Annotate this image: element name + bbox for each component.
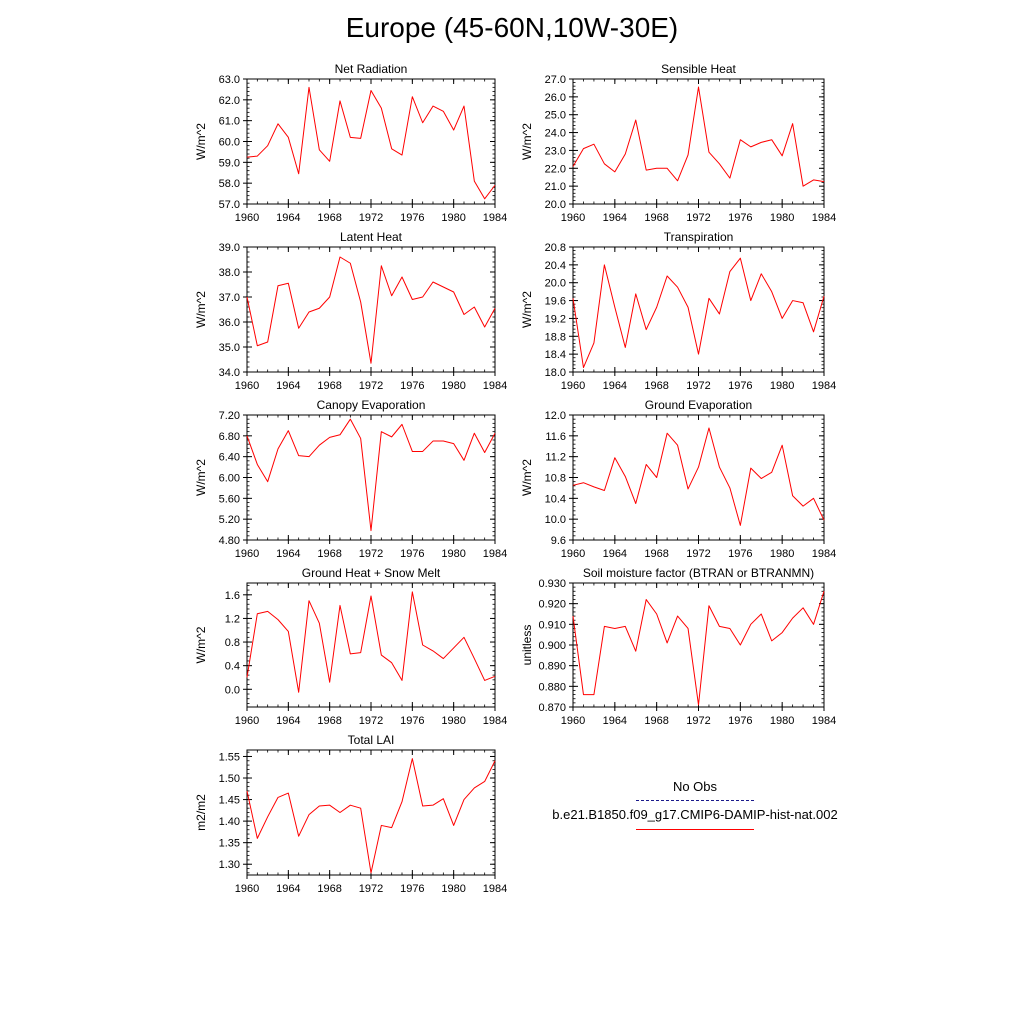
series-line <box>573 428 824 525</box>
y-tick-label: 5.20 <box>218 514 240 527</box>
y-tick-label: 22.0 <box>544 163 566 176</box>
chart-title: Latent Heat <box>339 230 403 244</box>
series-line <box>573 87 824 186</box>
x-tick-label: 1964 <box>276 380 301 392</box>
y-tick-label: 0.880 <box>538 681 566 694</box>
y-tick-label: 26.0 <box>544 91 566 104</box>
x-tick-label: 1976 <box>400 212 425 224</box>
x-tick-label: 1976 <box>728 380 753 392</box>
y-tick-label: 63.0 <box>218 74 240 86</box>
chart-panel <box>520 398 836 560</box>
legend-label-model-run: b.e21.B1850.f09_g17.CMIP6-DAMIP-hist-nat.002 <box>552 807 838 822</box>
y-axis-label: W/m^2 <box>520 291 534 328</box>
y-tick-label: 34.0 <box>218 367 240 379</box>
y-tick-label: 25.0 <box>544 109 566 122</box>
x-tick-label: 1984 <box>482 883 508 895</box>
y-tick-label: 1.35 <box>218 837 240 850</box>
y-tick-label: 12.0 <box>544 410 566 422</box>
y-tick-label: 18.8 <box>544 331 566 344</box>
y-tick-label: 1.50 <box>218 773 240 786</box>
x-tick-label: 1960 <box>560 715 586 727</box>
x-tick-label: 1960 <box>234 380 260 392</box>
plot-frame <box>247 415 495 540</box>
series-line <box>573 591 824 705</box>
x-tick-label: 1964 <box>276 212 301 224</box>
x-tick-label: 1964 <box>276 715 301 727</box>
x-tick-label: 1976 <box>400 883 425 895</box>
x-tick-label: 1964 <box>602 715 628 727</box>
chart-title: Ground Heat + Snow Melt <box>301 566 441 580</box>
legend-label-no-obs: No Obs <box>672 779 718 794</box>
y-axis-label: unitless <box>520 624 534 666</box>
x-tick-label: 1964 <box>602 548 628 560</box>
x-tick-label: 1976 <box>400 380 425 392</box>
x-tick-label: 1984 <box>482 715 508 727</box>
y-tick-label: 19.2 <box>544 313 566 326</box>
y-tick-label: 10.8 <box>544 472 566 485</box>
x-tick-label: 1960 <box>234 212 260 224</box>
y-tick-label: 0.0 <box>224 684 240 697</box>
x-tick-label: 1980 <box>441 715 466 727</box>
x-tick-label: 1960 <box>560 380 586 392</box>
y-tick-label: 1.6 <box>224 589 240 602</box>
y-tick-label: 20.4 <box>544 259 566 272</box>
x-tick-label: 1984 <box>482 380 508 392</box>
page-title: Europe (45-60N,10W-30E) <box>345 12 679 43</box>
x-tick-label: 1968 <box>644 548 669 560</box>
x-tick-label: 1968 <box>317 548 342 560</box>
plot-frame <box>247 583 495 707</box>
x-tick-label: 1972 <box>686 212 711 224</box>
y-tick-label: 18.4 <box>544 349 566 362</box>
x-tick-label: 1980 <box>441 212 466 224</box>
x-tick-label: 1976 <box>400 715 425 727</box>
x-tick-label: 1968 <box>644 212 669 224</box>
y-tick-label: 24.0 <box>544 127 566 140</box>
y-axis-label: m2/m2 <box>194 794 208 831</box>
y-tick-label: 1.2 <box>224 613 240 626</box>
y-tick-label: 7.20 <box>218 410 240 422</box>
chart-panel <box>194 566 507 727</box>
y-tick-label: 0.890 <box>538 660 566 673</box>
x-tick-label: 1980 <box>441 380 466 392</box>
y-axis-label: W/m^2 <box>194 123 208 160</box>
y-tick-label: 59.0 <box>218 157 240 170</box>
plot-frame <box>573 415 824 540</box>
y-tick-label: 10.0 <box>544 514 566 527</box>
y-axis-label: W/m^2 <box>194 459 208 496</box>
chart-panel <box>520 230 836 392</box>
plot-frame <box>247 247 495 372</box>
y-tick-label: 4.80 <box>218 535 240 547</box>
chart-title: Total LAI <box>347 733 395 747</box>
x-tick-label: 1984 <box>811 548 837 560</box>
x-tick-label: 1984 <box>811 212 837 224</box>
chart-title: Canopy Evaporation <box>316 398 426 412</box>
x-tick-label: 1964 <box>602 212 628 224</box>
legend-line-model-run <box>636 829 754 830</box>
y-tick-label: 1.45 <box>218 794 240 807</box>
y-tick-label: 11.6 <box>545 430 566 443</box>
x-tick-label: 1980 <box>769 548 795 560</box>
y-tick-label: 61.0 <box>218 115 240 128</box>
y-tick-label: 6.80 <box>218 430 240 443</box>
series-line <box>247 592 495 692</box>
plot-frame <box>573 583 824 707</box>
x-tick-label: 1972 <box>686 715 711 727</box>
y-tick-label: 20.8 <box>544 242 566 254</box>
y-tick-label: 0.8 <box>224 637 240 650</box>
x-tick-label: 1976 <box>400 548 425 560</box>
y-tick-label: 1.40 <box>218 816 240 829</box>
chart-panel <box>194 62 507 224</box>
x-tick-label: 1960 <box>234 715 260 727</box>
plot-frame <box>247 79 495 204</box>
y-tick-label: 20.0 <box>544 199 566 211</box>
x-tick-label: 1976 <box>728 548 753 560</box>
x-tick-label: 1976 <box>728 212 753 224</box>
chart-panel <box>194 230 507 392</box>
y-tick-label: 1.30 <box>218 859 240 872</box>
chart-panel <box>520 566 836 727</box>
x-tick-label: 1980 <box>769 715 795 727</box>
y-tick-label: 6.40 <box>218 451 240 464</box>
x-tick-label: 1960 <box>234 548 260 560</box>
y-tick-label: 0.870 <box>538 702 566 714</box>
x-tick-label: 1984 <box>482 212 508 224</box>
y-tick-label: 0.920 <box>538 598 566 611</box>
y-axis-label: W/m^2 <box>194 626 208 664</box>
y-tick-label: 60.0 <box>218 136 240 149</box>
y-tick-label: 5.60 <box>218 493 240 506</box>
x-tick-label: 1972 <box>358 715 384 727</box>
chart-title: Sensible Heat <box>661 62 736 76</box>
x-tick-label: 1968 <box>317 883 342 895</box>
x-tick-label: 1968 <box>317 380 342 392</box>
x-tick-label: 1960 <box>560 212 586 224</box>
y-tick-label: 62.0 <box>218 94 240 107</box>
y-tick-label: 37.0 <box>218 292 240 304</box>
x-tick-label: 1980 <box>769 380 795 392</box>
x-tick-label: 1964 <box>276 548 301 560</box>
y-tick-label: 0.910 <box>538 619 566 632</box>
x-tick-label: 1972 <box>358 212 384 224</box>
y-tick-label: 21.0 <box>544 181 566 194</box>
y-tick-label: 35.0 <box>218 342 240 354</box>
series-line <box>247 257 495 363</box>
y-tick-label: 18.0 <box>544 367 566 379</box>
x-tick-label: 1980 <box>441 548 466 560</box>
x-tick-label: 1960 <box>234 883 260 895</box>
y-axis-label: W/m^2 <box>520 459 534 496</box>
x-tick-label: 1960 <box>560 548 586 560</box>
x-tick-label: 1980 <box>769 212 795 224</box>
x-tick-label: 1972 <box>358 548 384 560</box>
y-tick-label: 0.930 <box>538 578 566 590</box>
chart-panel <box>194 733 507 895</box>
chart-panel <box>520 62 836 224</box>
y-tick-label: 6.00 <box>218 472 240 485</box>
chart-panel <box>194 398 507 560</box>
y-tick-label: 11.2 <box>545 451 566 464</box>
y-tick-label: 20.0 <box>544 277 566 290</box>
x-tick-label: 1984 <box>482 548 508 560</box>
x-tick-label: 1976 <box>728 715 753 727</box>
x-tick-label: 1968 <box>317 212 342 224</box>
y-axis-label: W/m^2 <box>194 291 208 328</box>
x-tick-label: 1964 <box>602 380 628 392</box>
legend-line-no-obs <box>636 800 754 801</box>
y-tick-label: 9.6 <box>550 535 566 547</box>
chart-title: Net Radiation <box>334 62 408 76</box>
y-tick-label: 38.0 <box>218 267 240 279</box>
x-tick-label: 1984 <box>811 715 837 727</box>
y-tick-label: 36.0 <box>218 317 240 329</box>
x-tick-label: 1972 <box>686 380 711 392</box>
y-tick-label: 23.0 <box>544 145 566 158</box>
x-tick-label: 1972 <box>358 883 384 895</box>
x-tick-label: 1964 <box>276 883 301 895</box>
x-tick-label: 1968 <box>644 380 669 392</box>
chart-title: Ground Evaporation <box>644 398 753 412</box>
x-tick-label: 1984 <box>811 380 837 392</box>
plot-frame <box>247 750 495 875</box>
y-tick-label: 19.6 <box>544 295 566 308</box>
y-tick-label: 10.4 <box>544 493 566 506</box>
y-tick-label: 27.0 <box>544 74 566 86</box>
x-tick-label: 1968 <box>317 715 342 727</box>
y-tick-label: 58.0 <box>218 178 240 191</box>
series-line <box>247 419 495 530</box>
y-axis-label: W/m^2 <box>520 123 534 160</box>
y-tick-label: 0.4 <box>224 660 240 673</box>
y-tick-label: 0.900 <box>538 640 566 652</box>
series-line <box>247 87 495 198</box>
y-tick-label: 1.55 <box>218 751 240 764</box>
x-tick-label: 1968 <box>644 715 669 727</box>
series-line <box>247 759 495 873</box>
series-line <box>573 258 824 367</box>
x-tick-label: 1972 <box>686 548 711 560</box>
x-tick-label: 1980 <box>441 883 466 895</box>
chart-title: Transpiration <box>663 230 734 244</box>
y-tick-label: 57.0 <box>218 199 240 211</box>
x-tick-label: 1972 <box>358 380 384 392</box>
chart-title: Soil moisture factor (BTRAN or BTRANMN) <box>582 566 815 580</box>
y-tick-label: 39.0 <box>218 242 240 254</box>
